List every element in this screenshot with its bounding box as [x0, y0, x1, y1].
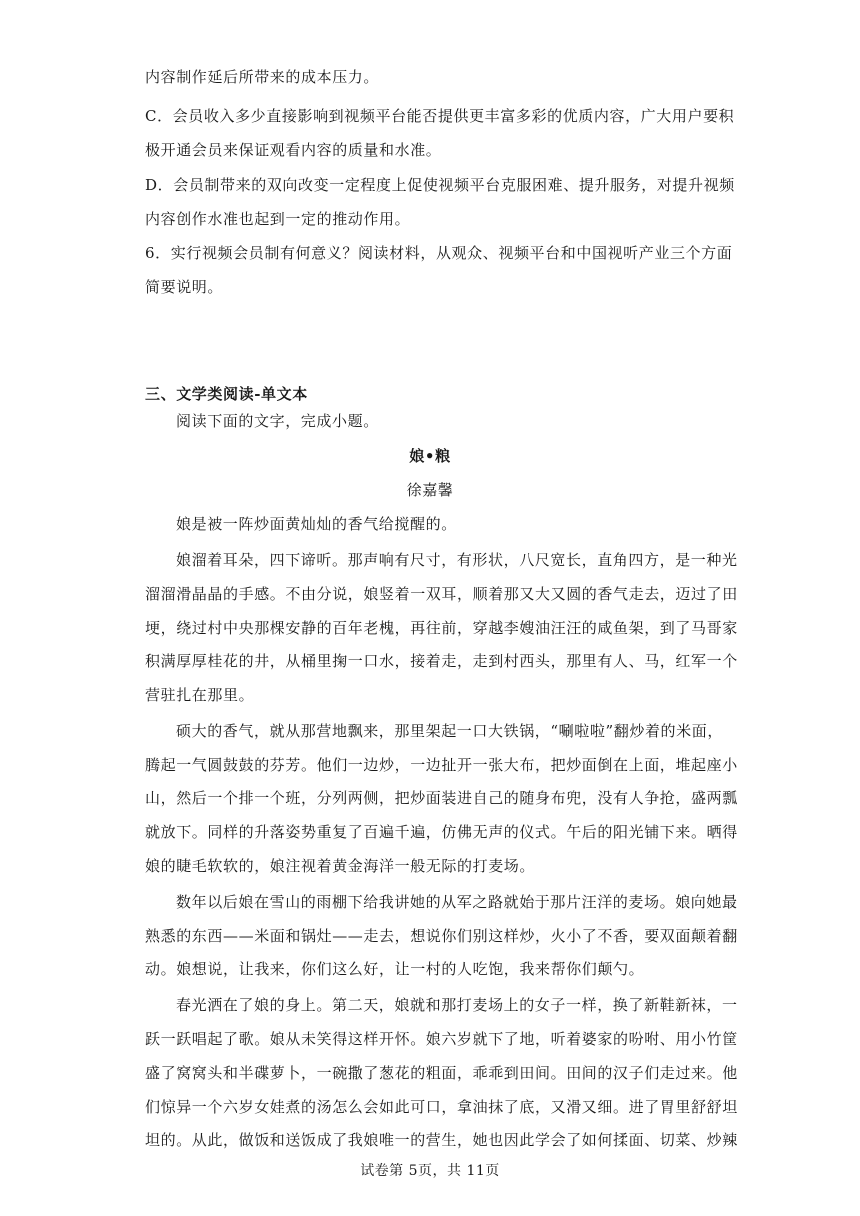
passage-line: 盛了窝窝头和半碟萝卜，一碗撒了葱花的粗面，乖乖到田间。田间的汉子们走过来。他: [145, 1064, 738, 1082]
passage-line: 春光洒在了娘的身上。第二天，娘就和那打麦场上的女子一样，换了新鞋新袜，一: [176, 996, 738, 1014]
passage-author: 徐嘉馨: [406, 481, 454, 499]
passage-line: 熟悉的东西——米面和锅灶——走去，想说你们别这样炒，火小了不香，要双面颠着翻: [145, 927, 738, 945]
passage-line: 坦的。从此，做饭和送饭成了我娘唯一的营生，她也因此学会了如何揉面、切菜、炒辣: [145, 1131, 738, 1149]
reading-instruction: 阅读下面的文字，完成小题。: [176, 412, 379, 430]
passage-line: 娘的睫毛软软的，娘注视着黄金海洋一般无际的打麦场。: [145, 857, 536, 875]
option-c-line-1: C．会员收入多少直接影响到视频平台能否提供更丰富多彩的优质内容，广大用户要积: [145, 107, 735, 125]
passage-line: 就放下。同样的升落姿势重复了百遍千遍，仿佛无声的仪式。午后的阳光铺下来。晒得: [145, 823, 738, 841]
question-6-line-1: 6．实行视频会员制有何意义？阅读材料，从观众、视频平台和中国视听产业三个方面: [145, 244, 733, 262]
page-footer: 试卷第 5页，共 11页: [360, 1163, 500, 1179]
passage-line: 娘溜着耳朵，四下谛听。那声响有尺寸，有形状，八尺宽长，直角四方，是一种光: [176, 551, 738, 569]
option-d-line-2: 内容创作水准也起到一定的推动作用。: [145, 210, 411, 228]
question-6-line-2: 简要说明。: [145, 278, 224, 296]
paragraph-continuation: 内容制作延后所带来的成本压力。: [145, 68, 380, 86]
passage-line: 埂，绕过村中央那棵安静的百年老槐，再往前，穿越李嫂油汪汪的咸鱼架，到了马哥家: [145, 619, 738, 637]
passage-line: 硕大的香气，就从那营地飘来，那里架起一口大铁锅，“唰啦啦”翻炒着的米面，: [176, 722, 723, 740]
passage-line: 营驻扎在那里。: [145, 686, 255, 704]
option-d-line-1: D．会员制带来的双向改变一定程度上促使视频平台克服困难、提升服务，对提升视频: [145, 176, 735, 194]
passage-title: 娘•粮: [409, 447, 451, 465]
passage-line: 跃一跃唱起了歌。娘从未笑得这样开怀。娘六岁就下了地，听着婆家的吩咐、用小竹筐: [145, 1030, 738, 1048]
passage-line: 娘是被一阵炒面黄灿灿的香气给搅醒的。: [176, 515, 457, 533]
passage-line: 积满厚厚桂花的井，从桶里掬一口水，接着走，走到村西头，那里有人、马，红军一个: [145, 652, 738, 670]
section-heading: 三、文学类阅读-单文本: [145, 385, 308, 403]
passage-line: 动。娘想说，让我来，你们这么好，让一村的人吃饱，我来帮你们颠勺。: [145, 960, 645, 978]
option-c-line-2: 极开通会员来保证观看内容的质量和水准。: [145, 141, 442, 159]
passage-line: 山，然后一个排一个班，分列两侧，把炒面装进自己的随身布兜，没有人争抢，盛两瓢: [145, 789, 738, 807]
passage-line: 溜溜滑晶晶的手感。不由分说，娘竖着一双耳，顺着那又大又圆的香气走去，迈过了田: [145, 585, 738, 603]
passage-line: 数年以后娘在雪山的雨棚下给我讲她的从军之路就始于那片汪洋的麦场。娘向她最: [176, 893, 738, 911]
passage-line: 们惊异一个六岁女娃煮的汤怎么会如此可口，拿油抹了底，又滑又细。进了胃里舒舒坦: [145, 1098, 738, 1116]
passage-line: 腾起一气圆鼓鼓的芬芳。他们一边炒，一边扯开一张大布，把炒面倒在上面，堆起座小: [145, 756, 738, 774]
